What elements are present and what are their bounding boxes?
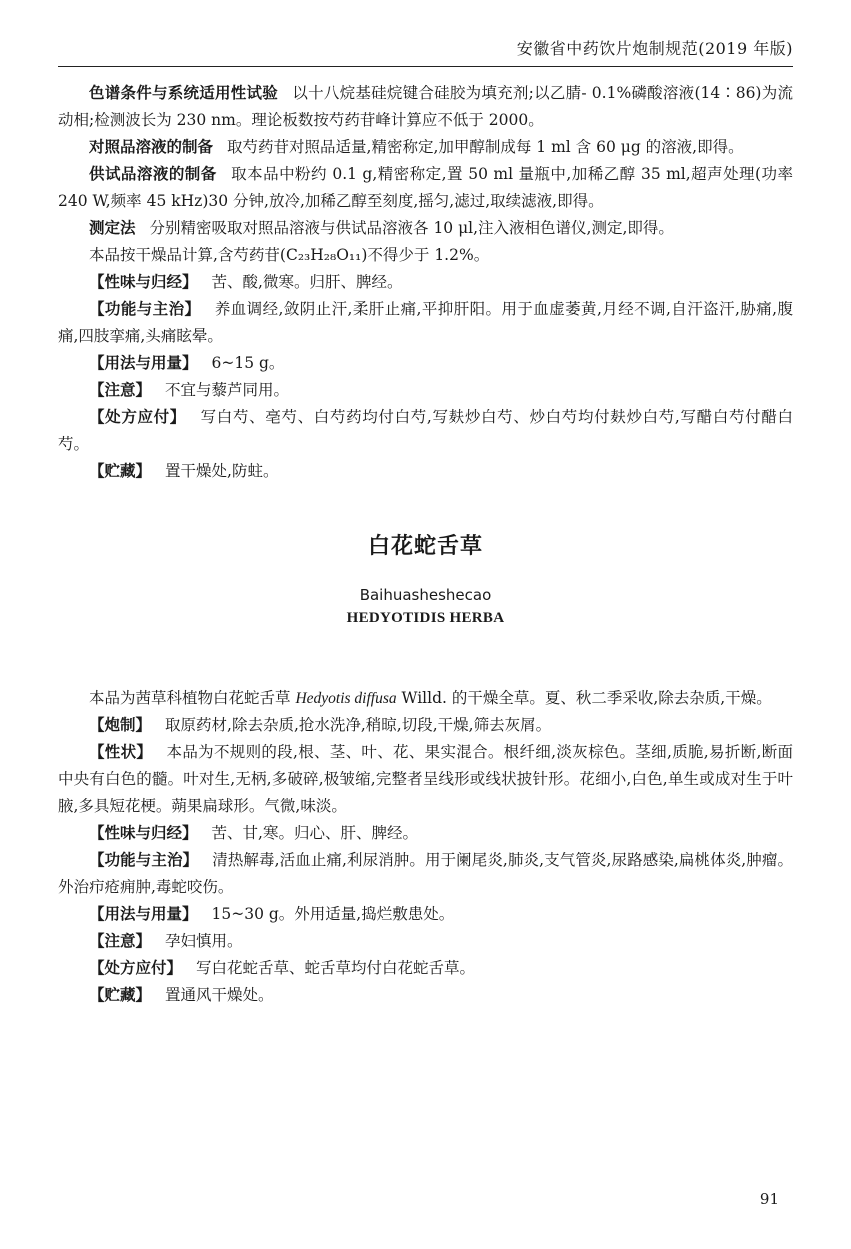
paragraph-usage (58, 350, 793, 377)
intro-species-name: Hedyotis diffusa (295, 690, 397, 707)
label-assay: 测定法 (89, 219, 136, 237)
intro-text-a: 本品为茜草科植物白花蛇舌草 (89, 689, 296, 707)
paragraph-storage (58, 458, 793, 485)
text-caution-2: 孕妇慎用。 (165, 932, 243, 950)
paragraph-prescription-2 (58, 955, 793, 982)
label-caution: 【注意】 (89, 381, 152, 399)
paragraph-assay-note: 本品按干燥品计算,含芍药苷(C₂₃H₂₈O₁₁)不得少于 1.2%。 (89, 246, 490, 264)
paragraph-usage-2 (58, 901, 793, 928)
paragraph-prescription (58, 404, 793, 458)
text-usage-2: 15~30 g。外用适量,捣烂敷患处。 (211, 905, 455, 923)
paragraph-caution-2 (58, 928, 793, 955)
label-taste: 【性味与归经】 (89, 273, 198, 291)
paragraph-function-2 (58, 847, 793, 901)
paragraph-caution (58, 377, 793, 404)
monograph-pinyin: Baihuasheshecao (359, 586, 492, 604)
paragraph-function (58, 296, 793, 350)
paragraph-storage-2 (58, 982, 793, 1009)
label-usage: 【用法与用量】 (89, 354, 198, 372)
text-processing: 取原药材,除去杂质,抢水洗净,稍晾,切段,干燥,筛去灰屑。 (165, 716, 552, 734)
label-sample-solution: 供试品溶液的制备 (89, 165, 217, 183)
intro-text-b: Willd. 的干燥全草。夏、秋二季采收,除去杂质,干燥。 (396, 689, 772, 707)
running-header (58, 28, 793, 67)
paragraph-reference-solution (58, 134, 793, 161)
label-storage: 【贮藏】 (89, 462, 152, 480)
label-chrom-conditions: 色谱条件与系统适用性试验 (89, 84, 279, 102)
text-chrom-conditions: 以十八烷基硅烷键合硅胶为填充剂;以乙腈- 0.1%磷酸溶液(14∶86)为流动相;检测波长为 230 nm。理论板数按芍药苷峰计算应不低于 2000。 (58, 84, 793, 129)
label-prescription: 【处方应付】 (89, 408, 186, 426)
page-content (58, 80, 793, 1009)
label-function-2: 【功能与主治】 (89, 851, 199, 869)
text-prescription-2: 写白花蛇舌草、蛇舌草均付白花蛇舌草。 (196, 959, 476, 977)
text-reference-solution: 取芍药苷对照品适量,精密称定,加甲醇制成每 1 ml 含 60 μg 的溶液,即得。 (227, 138, 744, 156)
text-function-2: 清热解毒,活血止痛,利尿消肿。用于阑尾炎,肺炎,支气管炎,尿路感染,扁桃体炎,肿瘤。外治疖疮痈肿,毒蛇咬伤。 (58, 851, 793, 896)
paragraph-intro (58, 685, 793, 712)
text-taste: 苦、酸,微寒。归肝、脾经。 (211, 273, 403, 291)
monograph-body (58, 685, 793, 1009)
text-caution: 不宜与藜芦同用。 (165, 381, 290, 399)
text-character: 本品为不规则的段,根、茎、叶、花、果实混合。根纤细,淡灰棕色。茎细,质脆,易折断,断面中央有白色的髓。叶对生,无柄,多破碎,极皱缩,完整者呈线形或线状披针形。花细小,白色,单生或成对生于叶腋,多具短花梗。蒴果扁球形。气微,味淡。 (58, 743, 793, 815)
monograph-latin-name: HEDYOTIDIS HERBA (346, 610, 505, 626)
label-processing: 【炮制】 (89, 716, 152, 734)
label-taste-2: 【性味与归经】 (89, 824, 198, 842)
label-storage-2: 【贮藏】 (89, 986, 152, 1004)
paragraph-chrom-conditions (58, 80, 793, 134)
text-storage: 置干燥处,防蛀。 (165, 462, 279, 480)
paragraph-assay (58, 215, 793, 242)
label-reference-solution: 对照品溶液的制备 (89, 138, 214, 156)
paragraph-character (58, 739, 793, 820)
label-usage-2: 【用法与用量】 (89, 905, 198, 923)
text-assay: 分别精密吸取对照品溶液与供试品溶液各 10 μl,注入液相色谱仪,测定,即得。 (149, 219, 674, 237)
monograph-title: 白花蛇舌草 (367, 534, 483, 559)
label-prescription-2: 【处方应付】 (89, 959, 183, 977)
paragraph-taste (58, 269, 793, 296)
label-caution-2: 【注意】 (89, 932, 152, 950)
paragraph-taste-2 (58, 820, 793, 847)
paragraph-processing (58, 712, 793, 739)
text-function: 养血调经,敛阴止汗,柔肝止痛,平抑肝阳。用于血虚萎黄,月经不调,自汗盗汗,胁痛,腹痛,四肢挛痛,头痛眩晕。 (58, 300, 793, 345)
text-sample-solution: 取本品中粉约 0.1 g,精密称定,置 50 ml 量瓶中,加稀乙醇 35 ml,超声处理(功率 240 W,频率 45 kHz)30 分钟,放冷,加稀乙醇至刻度,摇匀,滤过,取续滤液,即得。 (58, 165, 793, 210)
label-function: 【功能与主治】 (89, 300, 201, 318)
text-taste-2: 苦、甘,寒。归心、肝、脾经。 (211, 824, 418, 842)
page-number: 91 (759, 1190, 779, 1208)
text-prescription: 写白芍、亳芍、白芍药均付白芍,写麸炒白芍、炒白芍均付麸炒白芍,写醋白芍付醋白芍。 (58, 408, 793, 453)
text-storage-2: 置通风干燥处。 (165, 986, 274, 1004)
header-title: 安徽省中药饮片炮制规范(2019 年版) (516, 39, 793, 58)
text-usage: 6~15 g。 (211, 354, 285, 372)
label-character: 【性状】 (89, 743, 153, 761)
paragraph-sample-solution (58, 161, 793, 215)
